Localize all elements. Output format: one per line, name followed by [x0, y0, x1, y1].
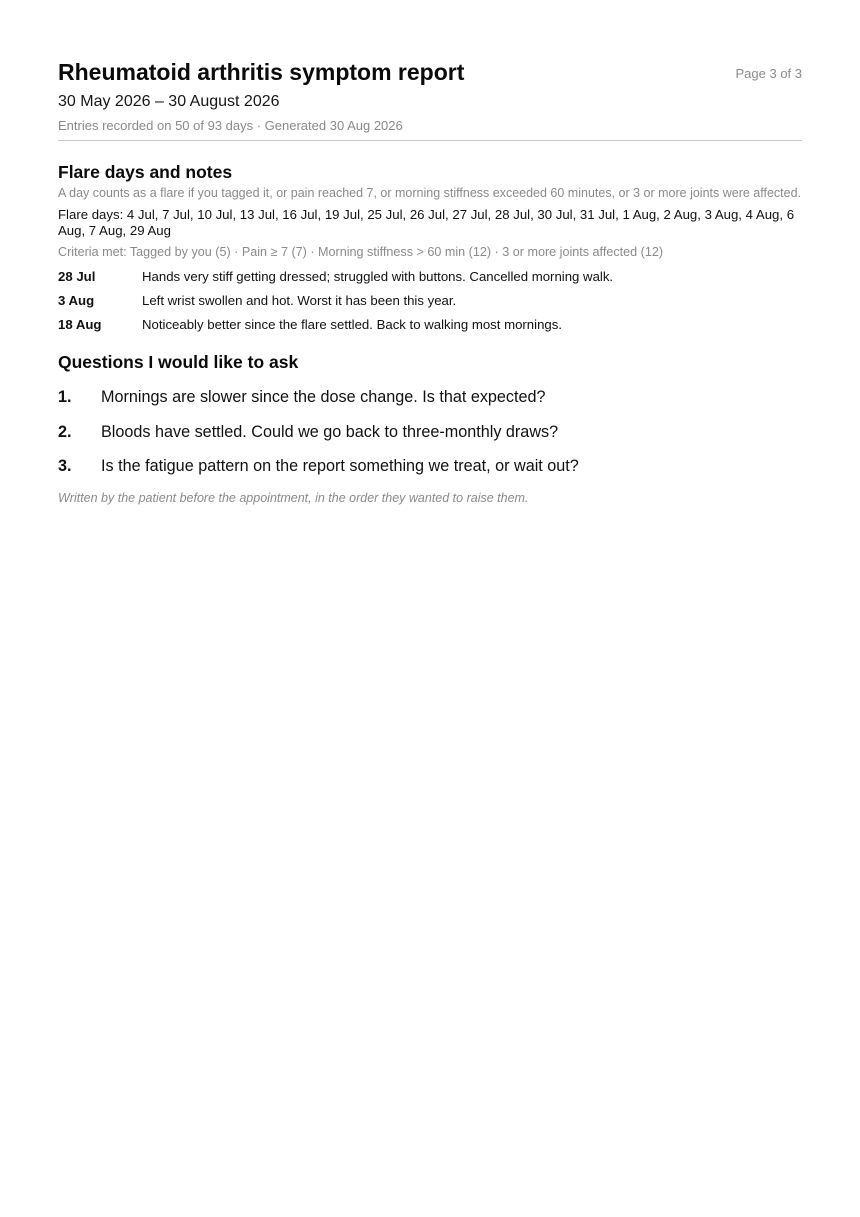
- question-item: [58, 455, 802, 477]
- question-number: 3.: [58, 457, 72, 475]
- report-date-range: 30 May 2026 – 30 August 2026: [58, 93, 280, 110]
- questions-section: [58, 350, 802, 506]
- report-page: [58, 56, 802, 506]
- note-text: Noticeably better since the flare settled. Back to walking most mornings.: [142, 317, 562, 332]
- page-number: Page 3 of 3: [735, 66, 802, 81]
- notes-list: [58, 268, 802, 334]
- note-row: [58, 316, 802, 334]
- question-item: [58, 386, 802, 408]
- report-title: Rheumatoid arthritis symptom report: [58, 59, 465, 85]
- note-text: Left wrist swollen and hot. Worst it has been this year.: [142, 293, 457, 308]
- note-row: [58, 268, 802, 286]
- flare-section-heading: Flare days and notes: [58, 162, 233, 182]
- flare-definition: A day counts as a flare if you tagged it, or pain reached 7, or morning stiffness exceeded 60 minutes, or 3 or more joints were affected.: [58, 186, 802, 200]
- questions-list: [58, 386, 802, 477]
- question-item: [58, 421, 802, 443]
- note-text: Hands very stiff getting dressed; struggled with buttons. Cancelled morning walk.: [142, 269, 614, 284]
- flare-days-section: [58, 160, 802, 334]
- note-date: 3 Aug: [58, 293, 95, 308]
- note-row: [58, 292, 802, 310]
- question-number: 2.: [58, 422, 72, 441]
- report-header: [58, 56, 802, 141]
- question-text: Bloods have settled. Could we go back to three-monthly draws?: [101, 422, 559, 441]
- flare-days-list: Flare days: 4 Jul, 7 Jul, 10 Jul, 13 Jul, 16 Jul, 19 Jul, 25 Jul, 26 Jul, 27 Jul, 28 Jul, 30 Jul, 31 Jul, 1 Aug, 2 Aug, 3 Aug, 4 Aug, 6 Aug, 7 Aug, 29 Aug: [58, 207, 795, 238]
- questions-footnote: Written by the patient before the appointment, in the order they wanted to raise them.: [58, 490, 529, 505]
- note-date: 28 Jul: [58, 269, 96, 284]
- entries-summary: Entries recorded on 50 of 93 days · Generated 30 Aug 2026: [58, 118, 403, 133]
- note-date: 18 Aug: [58, 317, 102, 332]
- criteria-met-summary: Criteria met: Tagged by you (5) · Pain ≥ 7 (7) · Morning stiffness > 60 min (12) · 3 or more joints affected (12): [58, 245, 664, 259]
- questions-heading: Questions I would like to ask: [58, 352, 299, 372]
- question-text: Is the fatigue pattern on the report something we treat, or wait out?: [101, 457, 579, 475]
- question-number: 1.: [58, 388, 72, 406]
- question-text: Mornings are slower since the dose change. Is that expected?: [101, 388, 546, 406]
